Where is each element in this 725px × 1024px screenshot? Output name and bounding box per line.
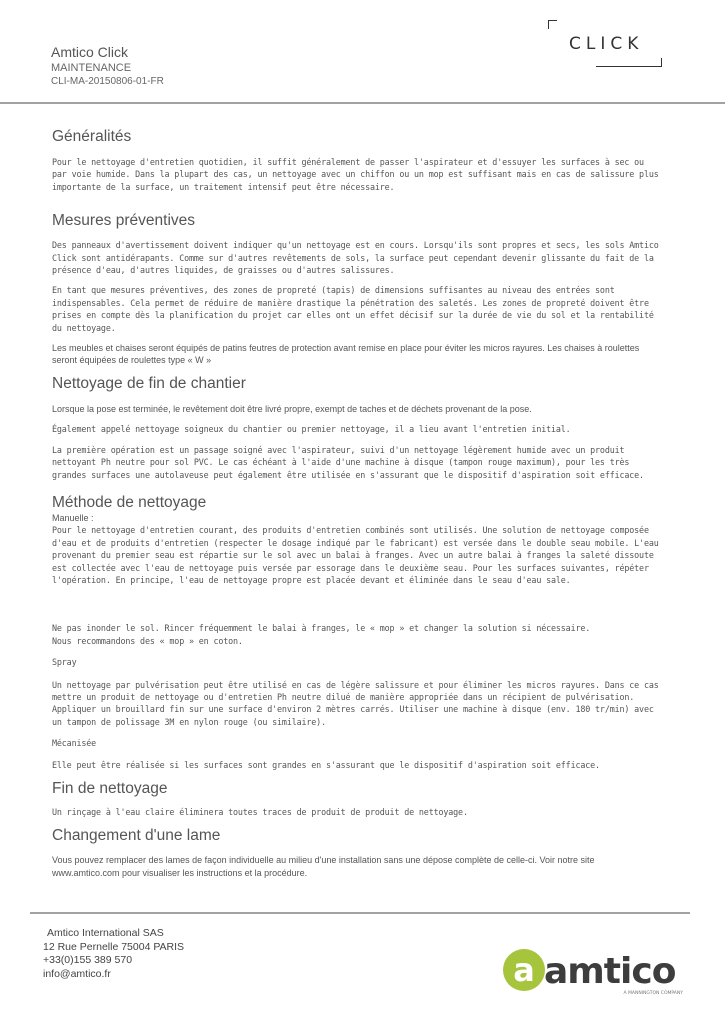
document-body	[52, 128, 660, 879]
footer-divider	[30, 912, 690, 914]
section-title-lame: Changement d'une lame	[52, 827, 221, 845]
section-title-chantier: Nettoyage de fin de chantier	[52, 374, 246, 392]
logo-word: amtico	[544, 951, 676, 992]
section-title-fin: Fin de nettoyage	[52, 780, 168, 797]
paragraph: Elle peut être réalisée si les surfaces sont grandes en s'assurant que le dispositif d'aspiration soit efficace.	[52, 759, 600, 770]
section-title-generalites: Généralités	[52, 128, 132, 145]
section-title-methode: Méthode de nettoyage	[52, 493, 207, 511]
click-logo-text: CLICK	[569, 34, 644, 54]
amtico-logo	[500, 948, 688, 998]
logo-tagline: A MANNINGTON COMPANY	[623, 991, 683, 996]
logo-corner-bottom-right	[661, 58, 662, 67]
subheading-mecanisee: Mécanisée	[52, 738, 97, 749]
footer-email: info@amtico.fr	[43, 967, 111, 980]
paragraph: Des panneaux d'avertissement doivent indiquer qu'un nettoyage est en cours. Lorsqu'ils sont propres et secs, les sols Amtico Click sont antidérapants. Comme sur d'autres revêtements de sols, la surface peut cependant devenir glissante du fait de la présence d'eau, d'autres liquides, de graisses ou d'autres salissures.	[52, 240, 659, 276]
paragraph: Pour le nettoyage d'entretien courant, des produits d'entretien combinés sont utilisés. Une solution de nettoyage composée d'eau et de produits d'entretien (respecter le dosage indiqué par le fabricant) est versée dans le double seau mobile. L'eau provenant du premier seau est répartie sur le sol avec un balai à franges. Avec un autre balai à franges la saleté dissoute est collectée avec l'eau de nettoyage puis versée par essorage dans le deuxième seau. Pour les surfaces suivantes, répéter l'opération. En principe, l'eau de nettoyage propre est placée devant et éliminée dans le seau d'eau sale.	[52, 525, 659, 585]
header-divider	[0, 102, 725, 104]
footer-street: 12 Rue Pernelle 75004 PARIS	[43, 940, 185, 953]
section-title-mesures: Mesures préventives	[52, 212, 196, 230]
paragraph: La première opération est un passage soigné avec l'aspirateur, suivi d'un nettoyage légèrement humide avec un produit nettoyant Ph neutre pour sol PVC. Le cas échéant à l'aide d'une machine à disque (tampon rouge maximum), pour les très grandes surfaces une autolaveuse peut également être utilisée en s'assurant que le dispositif d'aspiration soit efficace.	[52, 444, 644, 480]
paragraph: Également appelé nettoyage soigneux du chantier ou premier nettoyage, il a lieu avant l'entretien initial.	[52, 424, 571, 435]
paragraph: Pour le nettoyage d'entretien quotidien, il suffit généralement de passer l'aspirateur et d'essuyer les surfaces à sec ou par voie humide. Dans la plupart des cas, un nettoyage avec un chiffon ou un mop est suffisant mais en cas de salissure plus importante de la surface, un traitement intensif peut être nécessaire.	[52, 157, 659, 192]
footer-phone: +33(0)155 389 570	[43, 954, 133, 966]
paragraph: Ne pas inonder le sol. Rincer fréquemment le balai à franges, le « mop » et changer la solution si nécessaire.	[52, 623, 591, 634]
paragraph: Les meubles et chaises seront équipés de patins feutres de protection avant remise en place pour éviter les micros rayures. Les chaises à roulettes seront équipées de roulettes type « W »	[52, 343, 640, 366]
document-title: Amtico Click	[51, 44, 129, 60]
paragraph: Nous recommandons des « mop » en coton.	[52, 635, 243, 646]
logo-letter: a	[513, 951, 535, 989]
paragraph: Vous pouvez remplacer des lames de façon individuelle au milieu d'une installation sans une dépose complète de celle-ci. Voir notre site www.amtico.com pour visualiser les instructions et la procédure.	[52, 855, 595, 878]
paragraph: Un rinçage à l'eau claire éliminera toutes traces de produit de produit de nettoyage.	[52, 807, 468, 817]
subheading-manuelle: Manuelle :	[52, 512, 94, 523]
logo-underline	[596, 66, 662, 67]
paragraph: Un nettoyage par pulvérisation peut être utilisé en cas de légère salissure et pour éliminer les micros rayures. Dans ce cas mettre un produit de nettoyage ou d'entretien Ph neutre dilué de manière appropriée dans un récipient de pulvérisation. Appliquer un brouillard fin sur une surface d'environ 2 mètres carrés. Utiliser une machine à disque (env. 180 tr/min) avec un tampon de polissage 3M en nylon rouge (ou similaire).	[52, 679, 659, 727]
logo-corner-top-left	[548, 20, 557, 29]
footer-company: Amtico International SAS	[47, 927, 164, 939]
document-code: CLI-MA-20150806-01-FR	[51, 76, 164, 87]
click-logo	[548, 20, 668, 72]
paragraph: Lorsque la pose est terminée, le revêtement doit être livré propre, exempt de taches et de déchets provenant de la pose.	[52, 403, 532, 414]
paragraph: En tant que mesures préventives, des zones de propreté (tapis) de dimensions suffisantes au niveau des entrées sont indispensables. Cela permet de réduire de manière drastique la pénétration des saletés. Les zones de propreté doivent être prises en compte dès la planification du projet car elles ont un effet décisif sur la durée de vie du sol et la rentabilité du nettoyage.	[52, 285, 654, 333]
subheading-spray: Spray	[52, 657, 77, 668]
footer-address	[43, 927, 184, 981]
document-subtitle: MAINTENANCE	[51, 62, 132, 74]
